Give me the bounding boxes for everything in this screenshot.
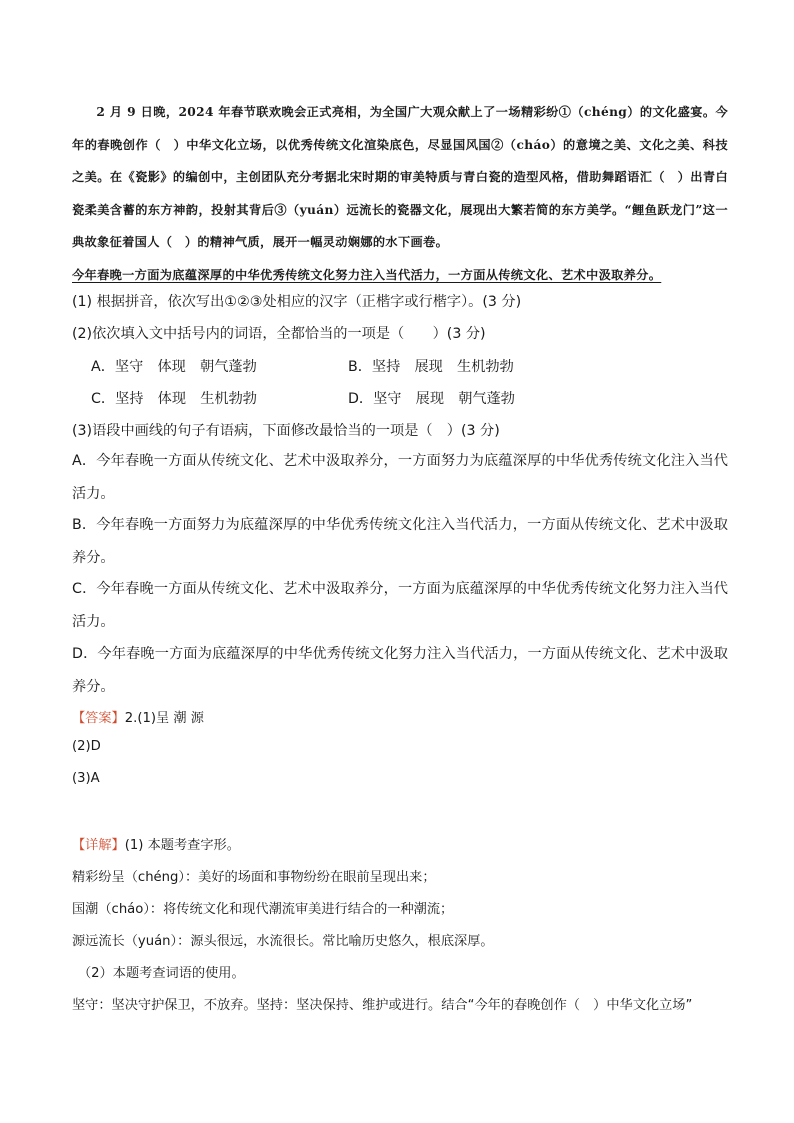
explanation-item-3: 源远流长（yuán）：源头很远，水流很长。常比喻历史悠久，根底深厚。 xyxy=(72,934,494,949)
explanation-header xyxy=(72,834,240,853)
q2-option-a: A．坚守 体现 朝气蓬勃 xyxy=(91,359,257,375)
q3-option-a: A．今年春晚一方面从传统文化、艺术中汲取养分，一方面努力为底蕴深厚的中华优秀传统文化注入当代活力。 xyxy=(72,453,728,502)
explanation-item-2: 国潮（cháo）：将传统文化和现代潮流审美进行结合的一种潮流； xyxy=(72,902,454,917)
explanation-item-5: 坚守：坚决守护保卫，不放弃。坚持：坚决保持、维护或进行。结合“今年的春晚创作（ ）中华文化立场” xyxy=(72,998,693,1013)
q2-option-c: C．坚持 体现 生机勃勃 xyxy=(91,391,257,407)
answer-label: 【答案】 xyxy=(72,711,125,726)
explanation-item-1: 精彩纷呈（chéng）：美好的场面和事物纷纷在眼前呈现出来； xyxy=(72,870,436,885)
q3-option-c: C．今年春晚一方面从传统文化、艺术中汲取养分，一方面为底蕴深厚的中华优秀传统文化努力注入当代活力。 xyxy=(72,581,728,630)
answer-line-1: 2.(1)呈 潮 源 xyxy=(124,711,204,726)
passage-text xyxy=(72,96,728,291)
explanation-label: 【详解】 xyxy=(72,838,125,853)
answer-block xyxy=(72,707,204,726)
q3-option-b: B．今年春晚一方面努力为底蕴深厚的中华优秀传统文化注入当代活力，一方面从传统文化、艺术中汲取养分。 xyxy=(72,517,728,566)
q2-option-b: B．坚持 展现 生机勃勃 xyxy=(348,359,514,375)
q2-option-d: D．坚守 展现 朝气蓬勃 xyxy=(348,391,515,407)
answer-line-2: (2)D xyxy=(72,739,101,754)
answer-line-3: (3)A xyxy=(72,771,100,786)
passage-main: 2 月 9 日晚，2024 年春节联欢晚会正式亮相，为全国广大观众献上了一场精彩纷①（chéng）的文化盛宴。今年的春晚创作（ ）中华文化立场，以优秀传统文化渲染底色，尽显国风国②（cháo）的意境之美、文化之美、科技之美。在《瓷影》的编创中，主创团队充分考据北宋时期的审美特质与青白瓷的造型风格，借助舞蹈语汇（ ）出青白瓷柔美含蓄的东方神韵，投射其背后③（yuán）远流长的瓷器文化，展现出大繁若简的东方美学。“鲤鱼跃龙门”这一典故象征着国人（ ）的精神气质，展开一幅灵动娴娜的水下画卷。 xyxy=(72,105,728,249)
explanation-item-4: （2）本题考查词语的使用。 xyxy=(78,966,245,981)
question-1: (1) 根据拼音，依次写出①②③处相应的汉字（正楷字或行楷字）。(3 分) xyxy=(72,294,522,310)
question-2: (2)依次填入文中括号内的词语，全都恰当的一项是（ ）(3 分) xyxy=(72,326,486,342)
q3-option-d: D．今年春晚一方面为底蕴深厚的中华优秀传统文化努力注入当代活力，一方面从传统文化、艺术中汲取养分。 xyxy=(72,646,728,695)
question-3: (3)语段中画线的句子有语病，下面修改最恰当的一项是（ ）(3 分) xyxy=(72,423,500,439)
reading-passage xyxy=(72,96,728,291)
explanation-intro: (1) 本题考查字形。 xyxy=(124,838,240,853)
underlined-sentence: 今年春晚一方面为底蕴深厚的中华优秀传统文化努力注入当代活力，一方面从传统文化、艺术中汲取养分。 xyxy=(72,267,662,282)
